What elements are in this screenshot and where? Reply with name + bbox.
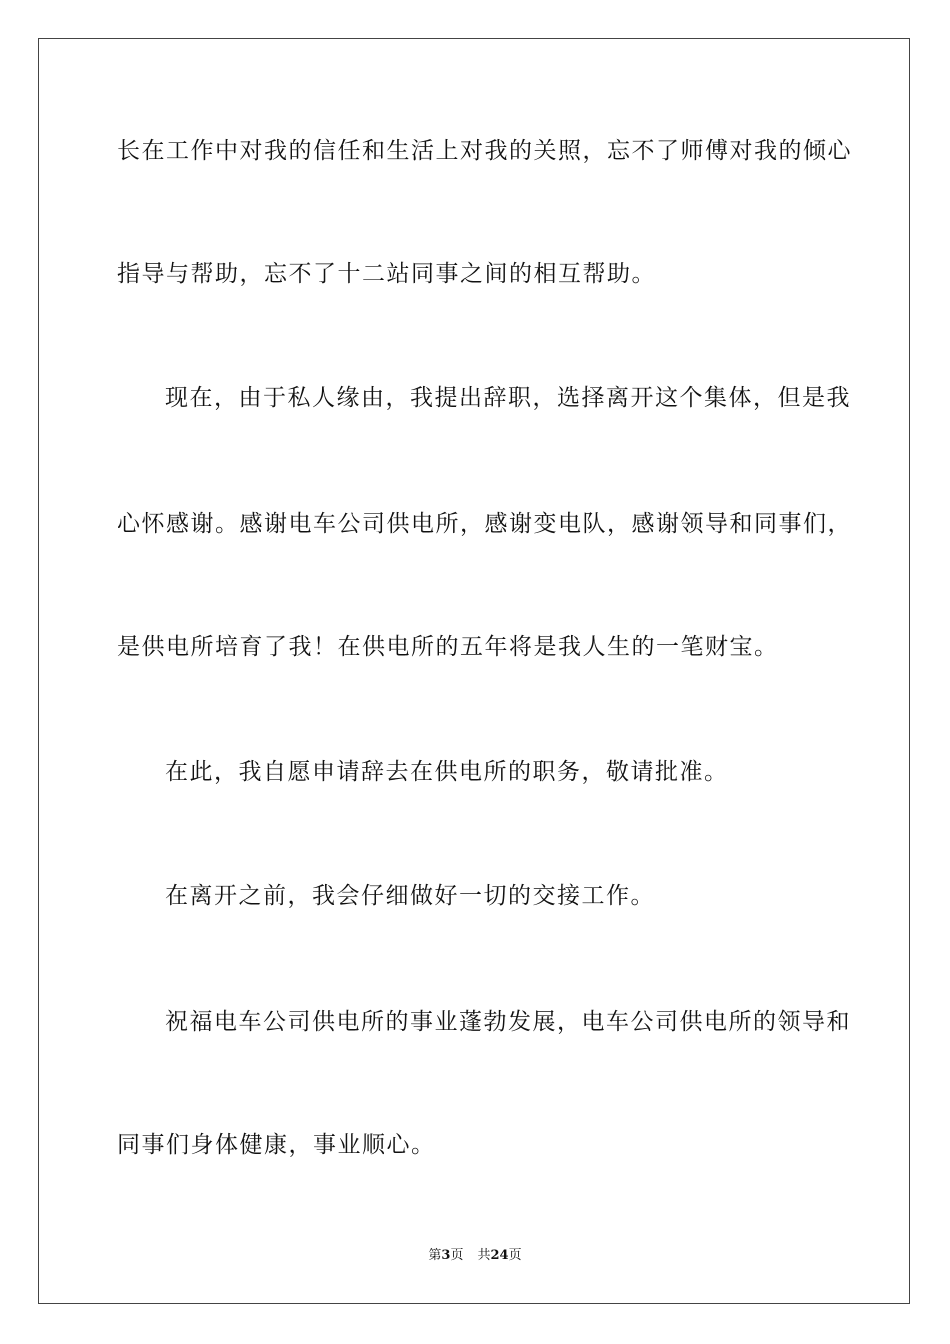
paragraph-line: 心怀感谢。感谢电车公司供电所，感谢变电队，感谢领导和同事们， — [117, 511, 852, 537]
total-prefix: 共 — [477, 1248, 491, 1263]
paragraph-line: 同事们身体健康，事业顺心。 — [117, 1132, 436, 1158]
paragraph-line: 是供电所培育了我！在供电所的五年将是我人生的一笔财宝。 — [117, 634, 779, 660]
paragraph-line: 在此，我自愿申请辞去在供电所的职务，敬请批准。 — [165, 759, 729, 785]
paragraph-line: 指导与帮助，忘不了十二站同事之间的相互帮助。 — [117, 261, 656, 287]
total-suffix: 页 — [508, 1248, 522, 1263]
page-suffix: 页 — [450, 1248, 464, 1263]
page-border — [38, 38, 910, 1304]
paragraph-line: 现在，由于私人缘由，我提出辞职，选择离开这个集体，但是我 — [165, 385, 851, 411]
total-pages: 24 — [490, 1248, 509, 1263]
paragraph-line: 长在工作中对我的信任和生活上对我的关照，忘不了师傅对我的倾心 — [117, 138, 852, 164]
paragraph-line: 在离开之前，我会仔细做好一切的交接工作。 — [165, 883, 655, 909]
paragraph-line: 祝福电车公司供电所的事业蓬勃发展，电车公司供电所的领导和 — [165, 1009, 851, 1035]
page-number: 3 — [441, 1248, 451, 1263]
page-prefix: 第 — [428, 1248, 442, 1263]
page-footer — [0, 1247, 950, 1265]
